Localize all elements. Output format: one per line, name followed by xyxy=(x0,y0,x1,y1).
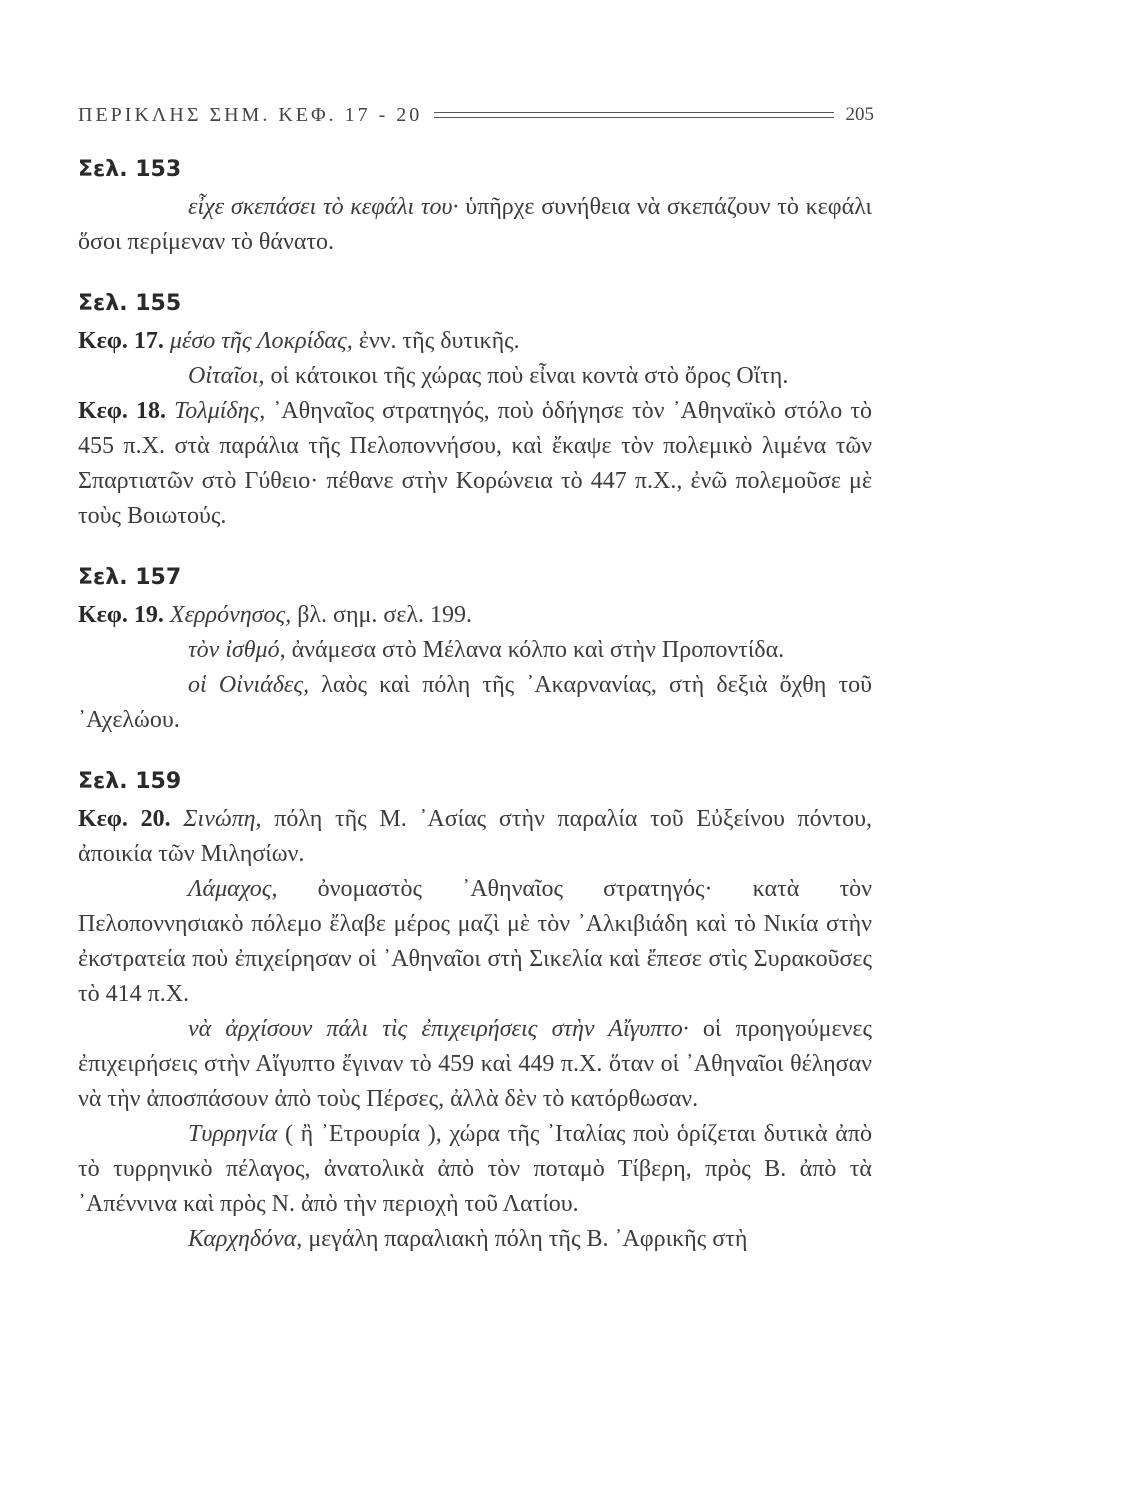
chapter-label: Κεφ. 17. xyxy=(78,328,164,354)
page-header xyxy=(78,100,874,130)
note-term: Οἰταῖοι, xyxy=(188,363,265,389)
note-lamachos xyxy=(78,872,872,1012)
section-heading-157: Σελ. 157 xyxy=(78,565,182,590)
note-text: λαὸς καὶ πόλη τῆς ᾿Ακαρνανίας, στὴ δεξιὰ ὄχθη τοῦ ᾿Αχελώου. xyxy=(78,672,873,733)
page-number: 205 xyxy=(845,104,874,125)
chapter-label: Κεφ. 18. xyxy=(78,398,167,424)
note-text: ᾿Αθηναῖος στρατηγός, ποὺ ὁδήγησε τὸν ᾿Αθηναϊκὸ στόλο τὸ 455 π.Χ. στὰ παράλια τῆς Πελοποννήσου, καὶ ἔκαψε τὸν πολεμικὸ λιμένα τῶν Σπαρτιατῶν στὸ Γύθειο· πέθανε στὴν Κορώνεια τὸ 447 π.Χ., ἐνῶ πολεμοῦσε μὲ τοὺς Βοιωτούς. xyxy=(78,398,872,529)
note-term: τὸν ἰσθμό, xyxy=(188,637,286,663)
note-kef-19 xyxy=(78,598,872,633)
chapter-label: Κεφ. 20. xyxy=(78,806,171,832)
note-term: οἱ Οἰνιάδες, xyxy=(188,672,310,698)
note-skepasei xyxy=(78,190,872,260)
note-term: Σινώπη, xyxy=(183,806,262,832)
note-isthmos xyxy=(78,633,872,668)
chapter-label: Κεφ. 19. xyxy=(78,602,164,628)
section-heading-155: Σελ. 155 xyxy=(78,291,182,316)
page-content xyxy=(78,152,872,1257)
note-text: ὑπῆρχε συνήθεια νὰ σκεπάζουν τὸ κεφάλι ὅσοι περίμεναν τὸ θάνατο. xyxy=(78,194,872,255)
note-text: ἀνάμεσα στὸ Μέλανα κόλπο καὶ στὴν Προποντίδα. xyxy=(285,637,785,663)
note-oiniades xyxy=(78,668,872,738)
note-kef-18 xyxy=(78,394,872,534)
note-term: Καρχηδόνα, xyxy=(188,1226,303,1252)
note-term: μέσο τῆς Λοκρίδας, xyxy=(169,328,353,354)
note-oitaioi xyxy=(78,359,872,394)
section-heading-159: Σελ. 159 xyxy=(78,769,182,794)
note-text: πόλη τῆς Μ. ᾿Ασίας στὴν παραλία τοῦ Εὐξείνου πόντου, ἀποικία τῶν Μιλησίων. xyxy=(78,806,873,867)
note-term: Τυρρηνία xyxy=(188,1121,278,1147)
note-text: ὀνομαστὸς ᾿Αθηναῖος στρατηγός· κατὰ τὸν Πελοποννησιακὸ πόλεμο ἔλαβε μέρος μαζὶ μὲ τὸν ᾿Αλκιβιάδη καὶ τὸ Νικία στὴν ἐκστρατεία ποὺ ἐπιχείρησαν οἱ ᾿Αθηναῖοι στὴ Σικελία καὶ ἔπεσε στὶς Συρακοῦσες τὸ 414 π.Χ. xyxy=(78,876,872,1007)
note-karchidona xyxy=(78,1222,872,1257)
section-heading-153: Σελ. 153 xyxy=(78,157,182,182)
note-kef-20 xyxy=(78,802,872,872)
note-text: μεγάλη παραλιακὴ πόλη τῆς Β. ᾿Αφρικῆς στὴ xyxy=(302,1226,748,1252)
note-term: εἶχε σκεπάσει τὸ κεφάλι του· xyxy=(188,194,459,220)
note-tyrrhenia xyxy=(78,1117,872,1222)
note-text: οἱ κάτοικοι τῆς χώρας ποὺ εἶναι κοντὰ στὸ ὄρος Οἴτη. xyxy=(264,363,789,389)
note-term: νὰ ἀρχίσουν πάλι τὶς ἐπιχειρήσεις στὴν Αἴγυπτο· xyxy=(188,1016,689,1042)
note-term: Χερρόνησος, xyxy=(169,602,292,628)
note-term: Λάμαχος, xyxy=(188,876,278,902)
note-text: βλ. σημ. σελ. 199. xyxy=(291,602,473,628)
header-rule xyxy=(434,112,833,118)
note-text: οἱ προηγούμενες ἐπιχειρήσεις στὴν Αἴγυπτο ἔγιναν τὸ 459 καὶ 449 π.Χ. ὅταν οἱ ᾿Αθηναῖοι θέλησαν νὰ τὴν ἀποσπάσουν ἀπὸ τοὺς Πέρσες, ἀλλὰ δὲν τὸ κατόρθωσαν. xyxy=(78,1016,873,1112)
note-term: Τολμίδης, xyxy=(174,398,266,424)
note-aigyptos xyxy=(78,1012,872,1117)
running-head: ΠΕΡΙΚΛΗΣ ΣΗΜ. ΚΕΦ. 17 - 20 xyxy=(78,103,423,126)
note-text: ( ἢ ᾿Ετρουρία ), χώρα τῆς ᾿Ιταλίας ποὺ ὁρίζεται δυτικὰ ἀπὸ τὸ τυρρηνικὸ πέλαγος, ἀνατολικὰ ἀπὸ τὸν ποταμὸ Τίβερη, πρὸς Β. ἀπὸ τὰ ᾿Απέννινα καὶ πρὸς Ν. ἀπὸ τὴν περιοχὴ τοῦ Λατίου. xyxy=(78,1121,872,1217)
note-kef-17 xyxy=(78,324,872,359)
note-text: ἐνν. τῆς δυτικῆς. xyxy=(352,328,520,354)
